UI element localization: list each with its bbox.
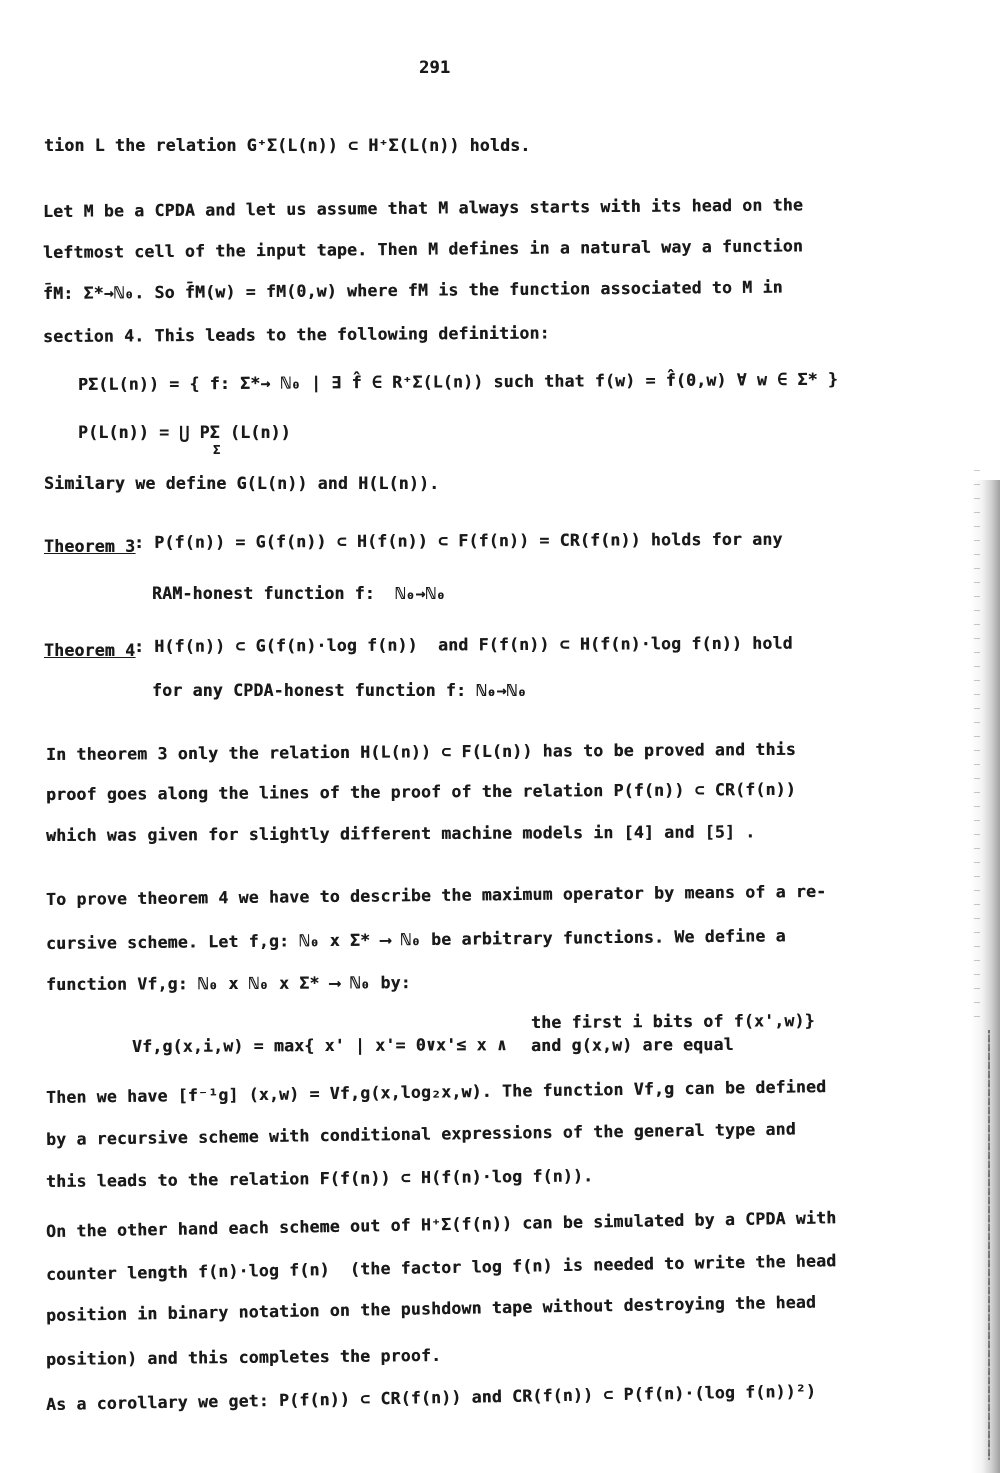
- theorem-3-condition: RAM-honest function f: ℕ₀→ℕ₀: [152, 584, 446, 603]
- theorem-4-statement: : H(f(n)) ⊂ G(f(n)·log f(n)) and F(f(n)) ⊂ H(f(n)·log f(n)) hold: [133, 633, 793, 656]
- formula-v-upper: the first i bits of f(x',w)}: [530, 1011, 815, 1032]
- scan-edge-binding: [988, 1030, 990, 1460]
- text-line-5: section 4. This leads to the following definition:: [42, 323, 550, 346]
- text-line-1: tion L the relation G⁺Σ(L(n)) ⊂ H⁺Σ(L(n)) holds.: [44, 136, 531, 155]
- text-line-then-2: by a recursive scheme with conditional expressions of the general type and: [45, 1119, 796, 1149]
- text-line-corollary: As a corollary we get: P(f(n)) ⊂ CR(f(n)) and CR(f(n)) ⊂ P(f(n)·(log f(n))²): [45, 1381, 817, 1414]
- text-line-max-1: To prove theorem 4 we have to describe the maximum operator by means of a re-: [45, 881, 827, 909]
- text-line-similary: Similary we define G(L(n)) and H(L(n)).: [44, 474, 440, 493]
- text-line-then-1: Then we have [f⁻¹g] (x,w) = Vf,g(x,log₂x,w). The function Vf,g can be defined: [45, 1077, 827, 1107]
- text-line-proof-2: proof goes along the lines of the proof of the relation P(f(n)) ⊂ CR(f(n)): [45, 779, 796, 804]
- text-line-then-3: this leads to the relation F(f(n)) ⊂ H(f(n)·log f(n)).: [45, 1166, 594, 1191]
- theorem-3-label: Theorem 3: [44, 537, 136, 556]
- theorem-4-condition: for any CPDA-honest function f: ℕ₀→ℕ₀: [152, 681, 527, 700]
- text-line-other-2: counter length f(n)·log f(n) (the factor log f(n) is needed to write the head: [45, 1251, 837, 1284]
- text-line-other-1: On the other hand each scheme out of H⁺Σ(f(n)) can be simulated by a CPDA with: [45, 1208, 837, 1241]
- text-line-other-3: position in binary notation on the pushdown tape without destroying the head: [45, 1292, 817, 1325]
- formula-union-subscript: Σ: [213, 443, 221, 457]
- formula-v-lower: and g(x,w) are equal: [530, 1034, 734, 1055]
- text-line-4: f̄M: Σ*→ℕ₀. So f̄M(w) = fM(0,w) where fM is the function associated to M in: [42, 277, 783, 303]
- scan-edge-noise: [974, 470, 980, 1030]
- text-line-3: leftmost cell of the input tape. Then M defines in a natural way a function: [42, 236, 804, 262]
- formula-v-main: Vf,g(x,i,w) = max{ x' | x'= 0∨x'≤ x ∧: [131, 1035, 507, 1056]
- text-line-proof-1: In theorem 3 only the relation H(L(n)) ⊂ F(L(n)) has to be proved and this: [45, 739, 796, 764]
- text-line-other-4: position) and this completes the proof.: [45, 1345, 442, 1369]
- text-line-2: Let M be a CPDA and let us assume that M always starts with its head on the: [42, 195, 804, 221]
- theorem-4-label: Theorem 4: [44, 641, 136, 660]
- text-line-proof-3: which was given for slightly different machine models in [4] and [5] .: [45, 822, 756, 845]
- formula-p-sigma: PΣ(L(n)) = { f: Σ*→ ℕ₀ | ∃ f̂ ∈ R⁺Σ(L(n)) such that f(w) = f̂(0,w) ∀ w ∈ Σ* }: [77, 369, 839, 394]
- theorem-3-statement: : P(f(n)) = G(f(n)) ⊂ H(f(n)) ⊂ F(f(n)) = CR(f(n)) holds for any: [133, 529, 783, 552]
- page-number: 291: [419, 58, 451, 78]
- text-line-max-3: function Vf,g: ℕ₀ x ℕ₀ x Σ* ⟶ ℕ₀ by:: [45, 973, 411, 994]
- text-line-max-2: cursive scheme. Let f,g: ℕ₀ x Σ* ⟶ ℕ₀ be arbitrary functions. We define a: [45, 926, 786, 953]
- formula-p-union: P(L(n)) = ⋃ PΣ (L(n)): [78, 423, 291, 442]
- scan-edge-shadow: [880, 480, 1000, 1473]
